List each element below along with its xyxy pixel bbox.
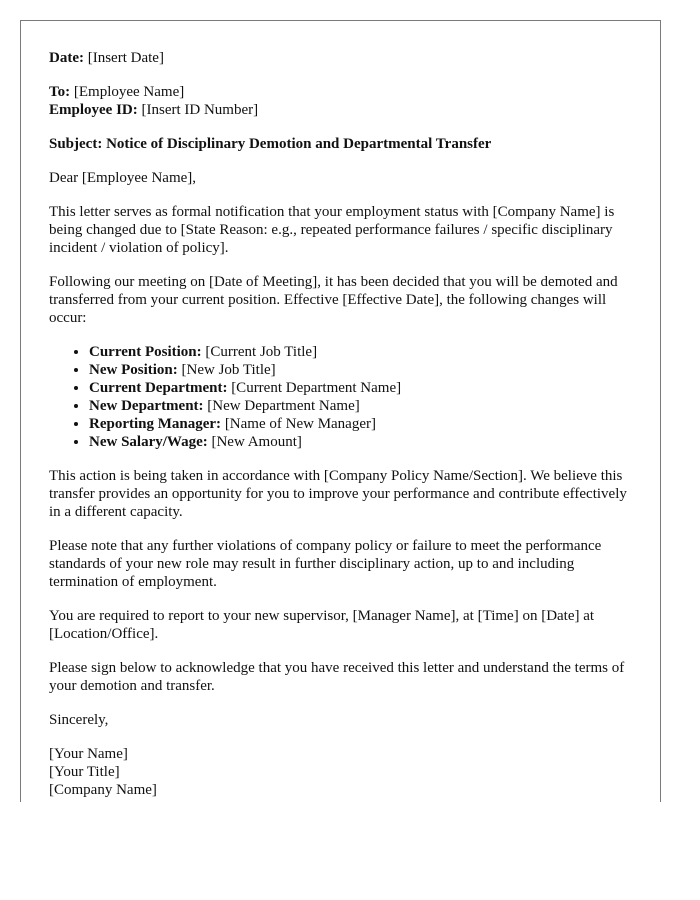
signer-company: [Company Name] (49, 782, 157, 798)
list-item-new-position (89, 361, 632, 379)
body-paragraph-1: This letter serves as formal notification that your employment status with [Company Name] is being changed due to [State Reason: e.g., repeated performance failures / specific disciplinary incident / violation of policy]. (49, 204, 615, 256)
to-value: [Employee Name] (73, 84, 185, 100)
list-item-current-position (89, 343, 632, 361)
current-department-label: Current Department: (89, 380, 228, 396)
employee-id-label: Employee ID: (49, 102, 138, 118)
new-department-value: [New Department Name] (207, 398, 360, 414)
date-label: Date: (49, 50, 84, 66)
current-department-value: [Current Department Name] (231, 380, 402, 396)
new-salary-label: New Salary/Wage: (89, 434, 208, 450)
new-department-label: New Department: (89, 398, 204, 414)
list-item-new-salary (89, 433, 632, 451)
to-line (49, 83, 632, 101)
subject-line (49, 135, 632, 153)
signature-block (49, 745, 632, 799)
current-position-label: Current Position: (89, 344, 202, 360)
new-position-value: [New Job Title] (181, 362, 276, 378)
date-line (49, 49, 632, 67)
body-paragraph-5: You are required to report to your new supervisor, [Manager Name], at [Time] on [Date] at [Location/Office]. (49, 608, 595, 642)
salutation: Dear [Employee Name], (49, 170, 197, 186)
current-position-value: [Current Job Title] (205, 344, 318, 360)
body-paragraph-6: Please sign below to acknowledge that you have received this letter and understand the terms of your demotion and transfer. (49, 660, 625, 694)
body-paragraph-2: Following our meeting on [Date of Meeting], it has been decided that you will be demoted and transferred from your current position. Effective [Effective Date], the following changes will occur: (49, 274, 618, 326)
signer-name: [Your Name] (49, 746, 128, 762)
signer-title: [Your Title] (49, 764, 120, 780)
new-salary-value: [New Amount] (211, 434, 302, 450)
changes-list (49, 343, 632, 451)
to-label: To: (49, 84, 71, 100)
recipient-block (49, 83, 632, 119)
body-paragraph-4: Please note that any further violations of company policy or failure to meet the performance standards of your new role may result in further disciplinary action, up to and including termination of employment. (49, 538, 602, 590)
reporting-manager-value: [Name of New Manager] (224, 416, 376, 432)
subject-text: Subject: Notice of Disciplinary Demotion and Departmental Transfer (49, 136, 492, 152)
valediction: Sincerely, (49, 712, 109, 728)
body-paragraph-3: This action is being taken in accordance with [Company Policy Name/Section]. We believe this transfer provides an opportunity for you to improve your performance and contribute effectively in a different capacity. (49, 468, 627, 520)
list-item-reporting-manager (89, 415, 632, 433)
new-position-label: New Position: (89, 362, 178, 378)
employee-id-line (49, 101, 632, 119)
list-item-current-department (89, 379, 632, 397)
reporting-manager-label: Reporting Manager: (89, 416, 222, 432)
list-item-new-department (89, 397, 632, 415)
letter-page (20, 20, 661, 802)
date-value: [Insert Date] (87, 50, 164, 66)
employee-id-value: [Insert ID Number] (141, 102, 259, 118)
